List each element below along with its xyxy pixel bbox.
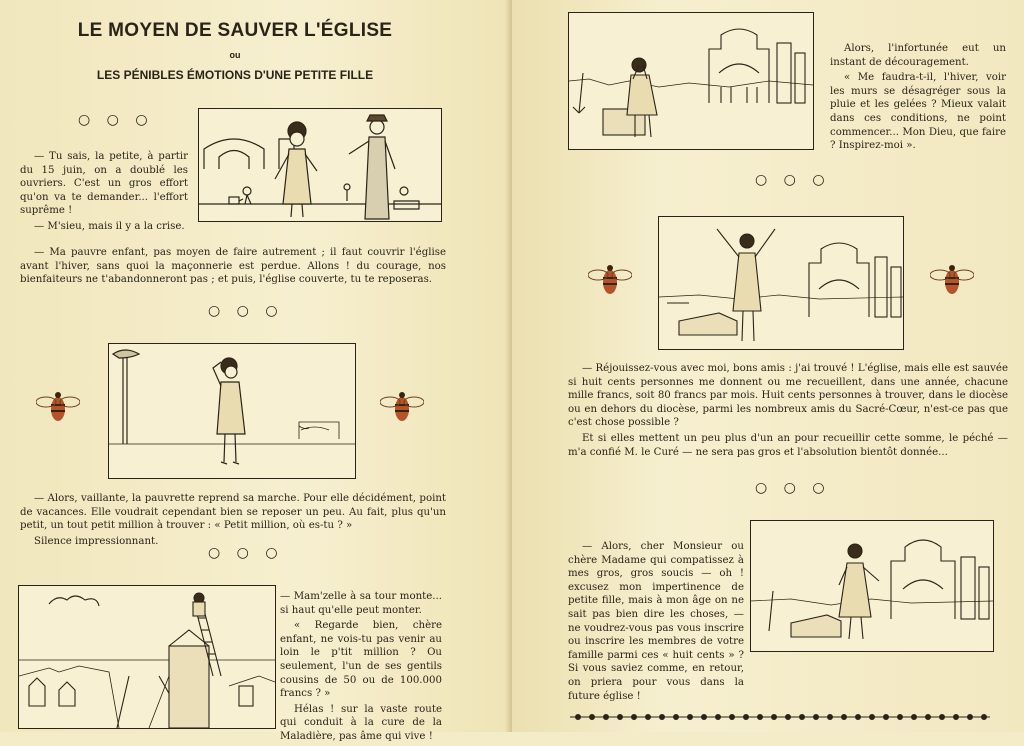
- bee-icon: [930, 262, 974, 302]
- bee-icon: [380, 389, 424, 429]
- paragraph: Et si elles mettent un peu plus d'un an pour recueillir cette somme, le péché — m'a confié M. le Curé — ne sera pas gros et l'absolution bientôt donnée...: [568, 432, 1008, 458]
- text-block-3: [20, 492, 446, 550]
- separator-circles: ○ ○ ○: [755, 172, 831, 188]
- paragraph: Alors, l'infortunée eut un instant de découragement.: [830, 43, 1006, 68]
- title-ou: ou: [229, 50, 241, 60]
- paragraph: « Regarde bien, chère enfant, ne vois-tu pas venir au loin le p'tit million ? Ou seulement, l'un de ses gentils cousins de 50 ou de 100.000 francs ? »: [280, 620, 442, 700]
- bee-icon: [588, 262, 632, 302]
- illustration-girl-sitting: [568, 12, 814, 150]
- text-block-5: [830, 42, 1006, 155]
- paragraph: — Tu sais, la petite, à partir du 15 juin, on a doublé les ouvriers. C'est un gros effort qu'on va te demander... l'effort suprême !: [20, 151, 188, 217]
- illustration-girl-near-stone: [750, 520, 994, 652]
- separator-circles: ○ ○ ○: [208, 303, 284, 319]
- paragraph: Silence impressionnant.: [34, 535, 159, 547]
- separator-circles: ○ ○ ○: [78, 112, 154, 128]
- text-block-1: [20, 150, 188, 236]
- text-block-7: [568, 540, 744, 705]
- paragraph: « Me faudra-t-il, l'hiver, voir les murs se désagréger sous la pluie et les gelées ? Mieux valait dans ces conditions, ne point commencer... Mon Dieu, que faire ? Inspirez-moi ».: [830, 72, 1006, 152]
- illustration-girl-rejoicing: [658, 216, 904, 350]
- paragraph: — Alors, cher Monsieur ou chère Madame qui compatissez à mes gros, gros soucis — oh ! excusez mon impertinence de petite fille, mais à mon âge on ne sait pas bien dire les choses, — ne voudrez-vous pas vous inscrire ou inscrire les membres de votre famille parmi ces « huit cents » ? Si vous saviez comme, en retour, on priera pour vous dans la future église !: [568, 541, 744, 702]
- page-title: LE MOYEN DE SAUVER L'ÉGLISE: [77, 20, 393, 41]
- right-page: [512, 0, 1024, 732]
- bee-icon: [36, 389, 80, 429]
- paragraph: — M'sieu, mais il y a la crise.: [34, 220, 185, 232]
- decorative-border: [570, 712, 990, 722]
- separator-circles: ○ ○ ○: [755, 480, 831, 496]
- left-page: [0, 0, 512, 742]
- text-block-6: [568, 362, 1008, 461]
- text-block-2: [20, 246, 446, 289]
- illustration-girl-looking: [108, 343, 356, 479]
- text-block-4: [280, 590, 442, 746]
- illustration-girl-on-tower: [18, 585, 276, 729]
- page-subtitle: LES PÉNIBLES ÉMOTIONS D'UNE PETITE FILLE: [96, 68, 374, 82]
- paragraph: — Réjouissez-vous avec moi, bons amis : j'ai trouvé ! L'église, mais elle est sauvée si huit cents personnes me donnent ou me recueillent, dans une année, chacune mille francs, soit 80 francs par mois. Huit cents personnes à trouver, dans le diocèse ou en dehors du diocèse, parmi les nombreux amis du Sacré-Cœur, n'est-ce pas que c'est chose possible ?: [568, 363, 1008, 429]
- paragraph: — Alors, vaillante, la pauvrette reprend sa marche. Pour elle décidément, point de vacances. Elle voudrait cependant bien se reposer un peu. Au fait, plus qu'un petit, un tout petit million à trouver : « Petit million, où es-tu ? »: [20, 493, 446, 532]
- paragraph: — Mam'zelle à sa tour monte... si haut qu'elle peut monter.: [280, 591, 442, 616]
- paragraph: Hélas ! sur la vaste route qui conduit à la cure de la Maladière, pas âme qui vive !: [280, 703, 442, 742]
- illustration-girl-and-man: [198, 108, 442, 222]
- paragraph: — Ma pauvre enfant, pas moyen de faire autrement ; il faut couvrir l'église avant l'hiver, sans quoi la maçonnerie est perdue. Allons ! du courage, nos bienfaiteurs ne t'abandonneront pas ; et puis, l'église couverte, tu te reposeras.: [20, 247, 446, 286]
- separator-circles: ○ ○ ○: [208, 545, 284, 561]
